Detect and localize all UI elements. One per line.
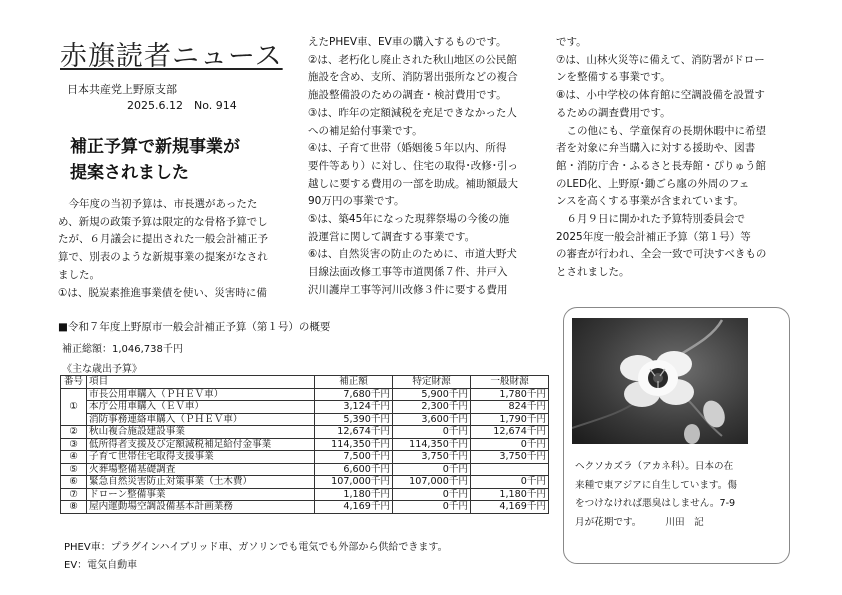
row-item: 火葬場整備基礎調査 — [87, 463, 315, 476]
row-general: 1,180千円 — [471, 488, 549, 501]
table-row — [61, 451, 549, 464]
budget-table-header — [61, 376, 549, 389]
row-general: 1,790千円 — [471, 413, 549, 426]
headline-line-2: 提案されました — [70, 163, 189, 183]
row-general: 824千円 — [471, 401, 549, 414]
row-number: ② — [61, 426, 87, 439]
row-amount: 7,500千円 — [315, 451, 393, 464]
masthead-title: 赤旗読者ニュース — [60, 41, 283, 72]
row-general: 12,674千円 — [471, 426, 549, 439]
note-ev: EV：電気自動車 — [64, 560, 138, 571]
row-number: ⑤ — [61, 463, 87, 476]
row-specific: 5,900千円 — [393, 388, 471, 401]
row-specific: 114,350千円 — [393, 438, 471, 451]
row-item: 消防事務連絡車購入（ＰＨＥＶ車） — [87, 413, 315, 426]
row-specific: 107,000千円 — [393, 476, 471, 489]
row-number: ⑦ — [61, 488, 87, 501]
row-item: 屋内運動場空調設備基本計画業務 — [87, 501, 315, 514]
row-amount: 114,350千円 — [315, 438, 393, 451]
table-row — [61, 488, 549, 501]
row-specific: 0千円 — [393, 501, 471, 514]
row-general — [471, 463, 549, 476]
row-item: 子育て世帯住宅取得支援事業 — [87, 451, 315, 464]
row-item: 秋山複合施設建設事業 — [87, 426, 315, 439]
table-row — [61, 388, 549, 401]
article-column-1: 今年度の当初予算は、市長選があったた め、新規の政策予算は限定的な骨格予算でし たが、６月議会に提出された一般会計補正予 算で、別表のような新規事業の提案がなされ ました。 ①は、脱炭素推進事業債を使い、災害時に備 — [58, 198, 268, 299]
row-general: 1,780千円 — [471, 388, 549, 401]
header-item: 項目 — [87, 376, 315, 389]
table-row — [61, 438, 549, 451]
organization-name: 日本共産党上野原支部 — [67, 83, 177, 96]
budget-table — [60, 375, 549, 514]
row-general: 3,750千円 — [471, 451, 549, 464]
row-amount: 5,390千円 — [315, 413, 393, 426]
header-general-funds: 一般財源 — [471, 376, 549, 389]
row-specific: 0千円 — [393, 488, 471, 501]
row-amount: 1,180千円 — [315, 488, 393, 501]
row-specific: 0千円 — [393, 463, 471, 476]
row-amount: 12,674千円 — [315, 426, 393, 439]
issue-date-number: 2025.6.12 No. 914 — [127, 99, 237, 112]
table-row — [61, 401, 549, 414]
headline — [70, 134, 240, 186]
row-amount: 107,000千円 — [315, 476, 393, 489]
row-number: ⑥ — [61, 476, 87, 489]
row-amount: 4,169千円 — [315, 501, 393, 514]
row-general: 4,169千円 — [471, 501, 549, 514]
row-amount: 7,680千円 — [315, 388, 393, 401]
row-amount: 3,124千円 — [315, 401, 393, 414]
row-number: ① — [61, 388, 87, 426]
row-number: ④ — [61, 451, 87, 464]
row-item: 本庁公用車購入（ＥＶ車） — [87, 401, 315, 414]
article-column-2: えたPHEV車、EV車の購入するものです。 ②は、老朽化し廃止された秋山地区の公民館 施設を含め、支所、消防署出張所などの複合 施設整備設のための調査・検討費用です。 ③は、昨年の定額減税を充足できなかった人 への補足給付事業です。 ④は、子育て世帯（婚姻後５年以内、所得 要件等あり）に対し、住宅の取得･改修･引っ 越しに要する費用の一部を助成。補助額最大 90万円の事業です。 ⑤は、築45年になった現葬祭場の今後の施 設運営に関して調査する事業です。 ⑥は、自然災害の防止のために、市道大野犬 目線法面改修工事等市道関係７件、井戸入 沢川護岸工事等河川改修３件に要する費用 — [308, 36, 518, 296]
header-amount: 補正額 — [315, 376, 393, 389]
budget-title: ■令和７年度上野原市一般会計補正予算（第１号）の概要 — [58, 321, 331, 333]
header-number: 番号 — [61, 376, 87, 389]
row-specific: 2,300千円 — [393, 401, 471, 414]
row-specific: 0千円 — [393, 426, 471, 439]
note-phev: PHEV車：プラグインハイブリッド車、ガソリンでも電気でも外部から供給できます。 — [64, 542, 448, 553]
photo-caption: ヘクソカズラ（アカネ科）。日本の在 来種で東アジアに自生しています。傷 をつけなければ悪臭はしません。7-9 月が花期です。 川田 記 — [575, 461, 737, 528]
row-number: ③ — [61, 438, 87, 451]
row-general: 0千円 — [471, 438, 549, 451]
flower-photo — [572, 318, 748, 444]
header-specific-funds: 特定財源 — [393, 376, 471, 389]
row-amount: 6,600千円 — [315, 463, 393, 476]
row-item: 緊急自然災害防止対策事業（土木費） — [87, 476, 315, 489]
table-row — [61, 501, 549, 514]
budget-subtitle: 《主な歳出予算》 — [62, 364, 142, 375]
row-item: 低所得者支援及び定額減税補足給付金事業 — [87, 438, 315, 451]
row-item: 市長公用車購入（ＰＨＥＶ車） — [87, 388, 315, 401]
table-row — [61, 413, 549, 426]
row-item: ドローン整備事業 — [87, 488, 315, 501]
row-number: ⑧ — [61, 501, 87, 514]
article-column-3: です。 ⑦は、山林火災等に備えて、消防署がドロー ンを整備する事業です。 ⑧は、小中学校の体育館に空調設備を設置す るための調査費用です。 この他にも、学童保育の長期休暇中に希望 者を対象に弁当購入に対する援助や、図書 館・消防庁舎・ふるさと長寿館・ぴりゅう館 のLED化、上野原･鋤ごら廛の外周のフェ ンスを高くする事業が含まれています。 ６月９日に開かれた予算特別委員会で 2025年度一般会計補正予算（第１号）等 の審査が行われ、全会一致で可決すべきもの とされました。 — [556, 36, 767, 279]
table-row — [61, 426, 549, 439]
table-row — [61, 463, 549, 476]
row-specific: 3,750千円 — [393, 451, 471, 464]
table-row — [61, 476, 549, 489]
budget-total: 補正総額：1,046,738千円 — [62, 344, 183, 355]
row-general: 0千円 — [471, 476, 549, 489]
row-specific: 3,600千円 — [393, 413, 471, 426]
headline-line-1: 補正予算で新規事業が — [70, 137, 240, 157]
